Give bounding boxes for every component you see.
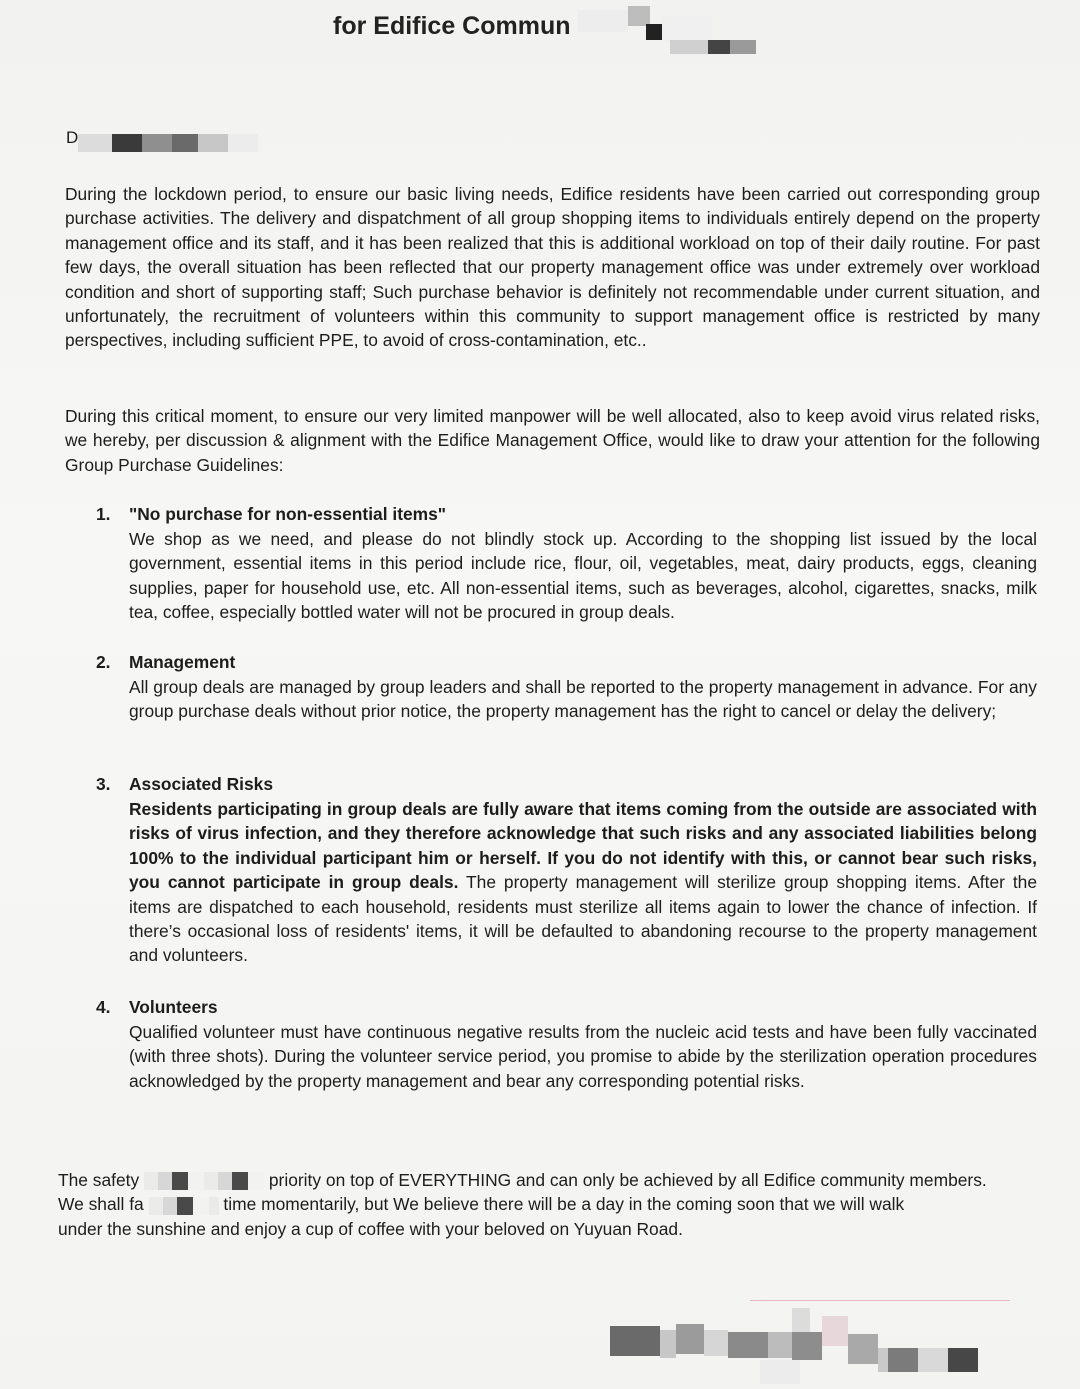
redaction-mosaic-closing-2 [149, 1197, 219, 1215]
document-title: for Edifice Commun [333, 12, 571, 40]
closing-line-2-start: We shall fa [58, 1194, 144, 1215]
intro-paragraph: During the lockdown period, to ensure our basic living needs, Edifice residents have been carried out corresponding group purchase activities. The delivery and dispatchment of all group shopping items to individuals entirely depend on the property management office and its staff, and it has been realized that this is additional workload on top of their daily routine. For past few days, the overall situation has been reflected that our property management office was under extremely over workload condition and short of supporting staff; Such purchase behavior is definitely not recommendable under current situation, and unfortunately, the recruitment of volunteers within this community to support management office is restricted by many perspectives, including sufficient PPE, to avoid of cross-contamination, etc.. [65, 184, 1040, 351]
closing-line-1-start: The safety [58, 1170, 140, 1190]
guideline-number: 4. [96, 997, 111, 1017]
redaction-mosaic-closing-1 [144, 1172, 264, 1190]
guideline-item-4 [96, 995, 1041, 1120]
guideline-heading: Management [129, 652, 236, 672]
guideline-body-regular: The property management will sterilize group shopping items. After the items are dispatched to each household, residents must sterilize all items again to lower the chance of infection. If there’s occasional loss of residents' items, it will be defaulted to abandoning recourse to the property management and volunteers. [129, 872, 1037, 966]
guideline-heading: Volunteers [129, 997, 218, 1017]
closing-line-3: under the sunshine and enjoy a cup of coffee with your beloved on Yuyuan Road. [58, 1218, 683, 1239]
signature-stamp-edge [750, 1300, 1010, 1301]
guideline-item-2 [96, 650, 1041, 750]
closing-line-1-end: priority on top of EVERYTHING and can only be achieved by all Edifice community members. [268, 1170, 987, 1190]
guideline-item-3 [96, 772, 1041, 972]
redaction-mosaic-salutation [78, 134, 258, 152]
guideline-item-1 [96, 502, 1041, 630]
guideline-number: 2. [96, 652, 111, 672]
guideline-heading: "No purchase for non-essential items" [129, 504, 447, 524]
guideline-body: Qualified volunteer must have continuous negative results from the nucleic acid tests and have been fully vaccinated (with three shots). During the volunteer service period, you promise to abide by the sterilization operation procedures acknowledged by the property management and bear any corresponding potential risks. [129, 1022, 1037, 1091]
guideline-body: All group deals are managed by group leaders and shall be reported to the property management in advance. For any group purchase deals without prior notice, the property management has the right to cancel or delay the delivery; [129, 677, 1037, 722]
guideline-body: We shop as we need, and please do not blindly stock up. According to the shopping list issued by the local government, essential items in this period include rice, flour, oil, vegetables, meat, dairy products, eggs, cleaning supplies, paper for household use, etc. All non-essential items, such as beverages, alcohol, cigarettes, snacks, milk tea, coffee, especially bottled water will not be procured in group deals. [129, 529, 1037, 623]
salutation: D [66, 128, 79, 147]
guideline-body-bold: Residents participating in group deals are fully aware that items coming from the outside are associated with risks of virus infection, and they therefore acknowledge that such risks and any associated liabilities belong 100% to the individual participant him or herself. If you do not identify with this, or cannot bear such risks, you cannot participate in group deals. [129, 799, 1037, 893]
closing-line-2 [58, 1192, 1043, 1216]
redaction-mosaic-signature [610, 1308, 1010, 1386]
redaction-mosaic-title [578, 6, 758, 58]
closing-line-1 [58, 1168, 1043, 1192]
closing-line-2-end: time momentarily, but We believe there will be a day in the coming soon that we will walk [223, 1194, 905, 1215]
guideline-body [129, 797, 1037, 968]
guideline-number: 3. [96, 774, 111, 794]
guidelines-intro-paragraph: During this critical moment, to ensure our very limited manpower will be well allocated, also to keep avoid virus related risks, we hereby, per discussion & alignment with the Edifice Management Office, would like to draw your attention for the following Group Purchase Guidelines: [65, 406, 1040, 475]
closing-paragraph [58, 1168, 1043, 1241]
guideline-number: 1. [96, 504, 111, 524]
guideline-heading: Associated Risks [129, 774, 274, 794]
